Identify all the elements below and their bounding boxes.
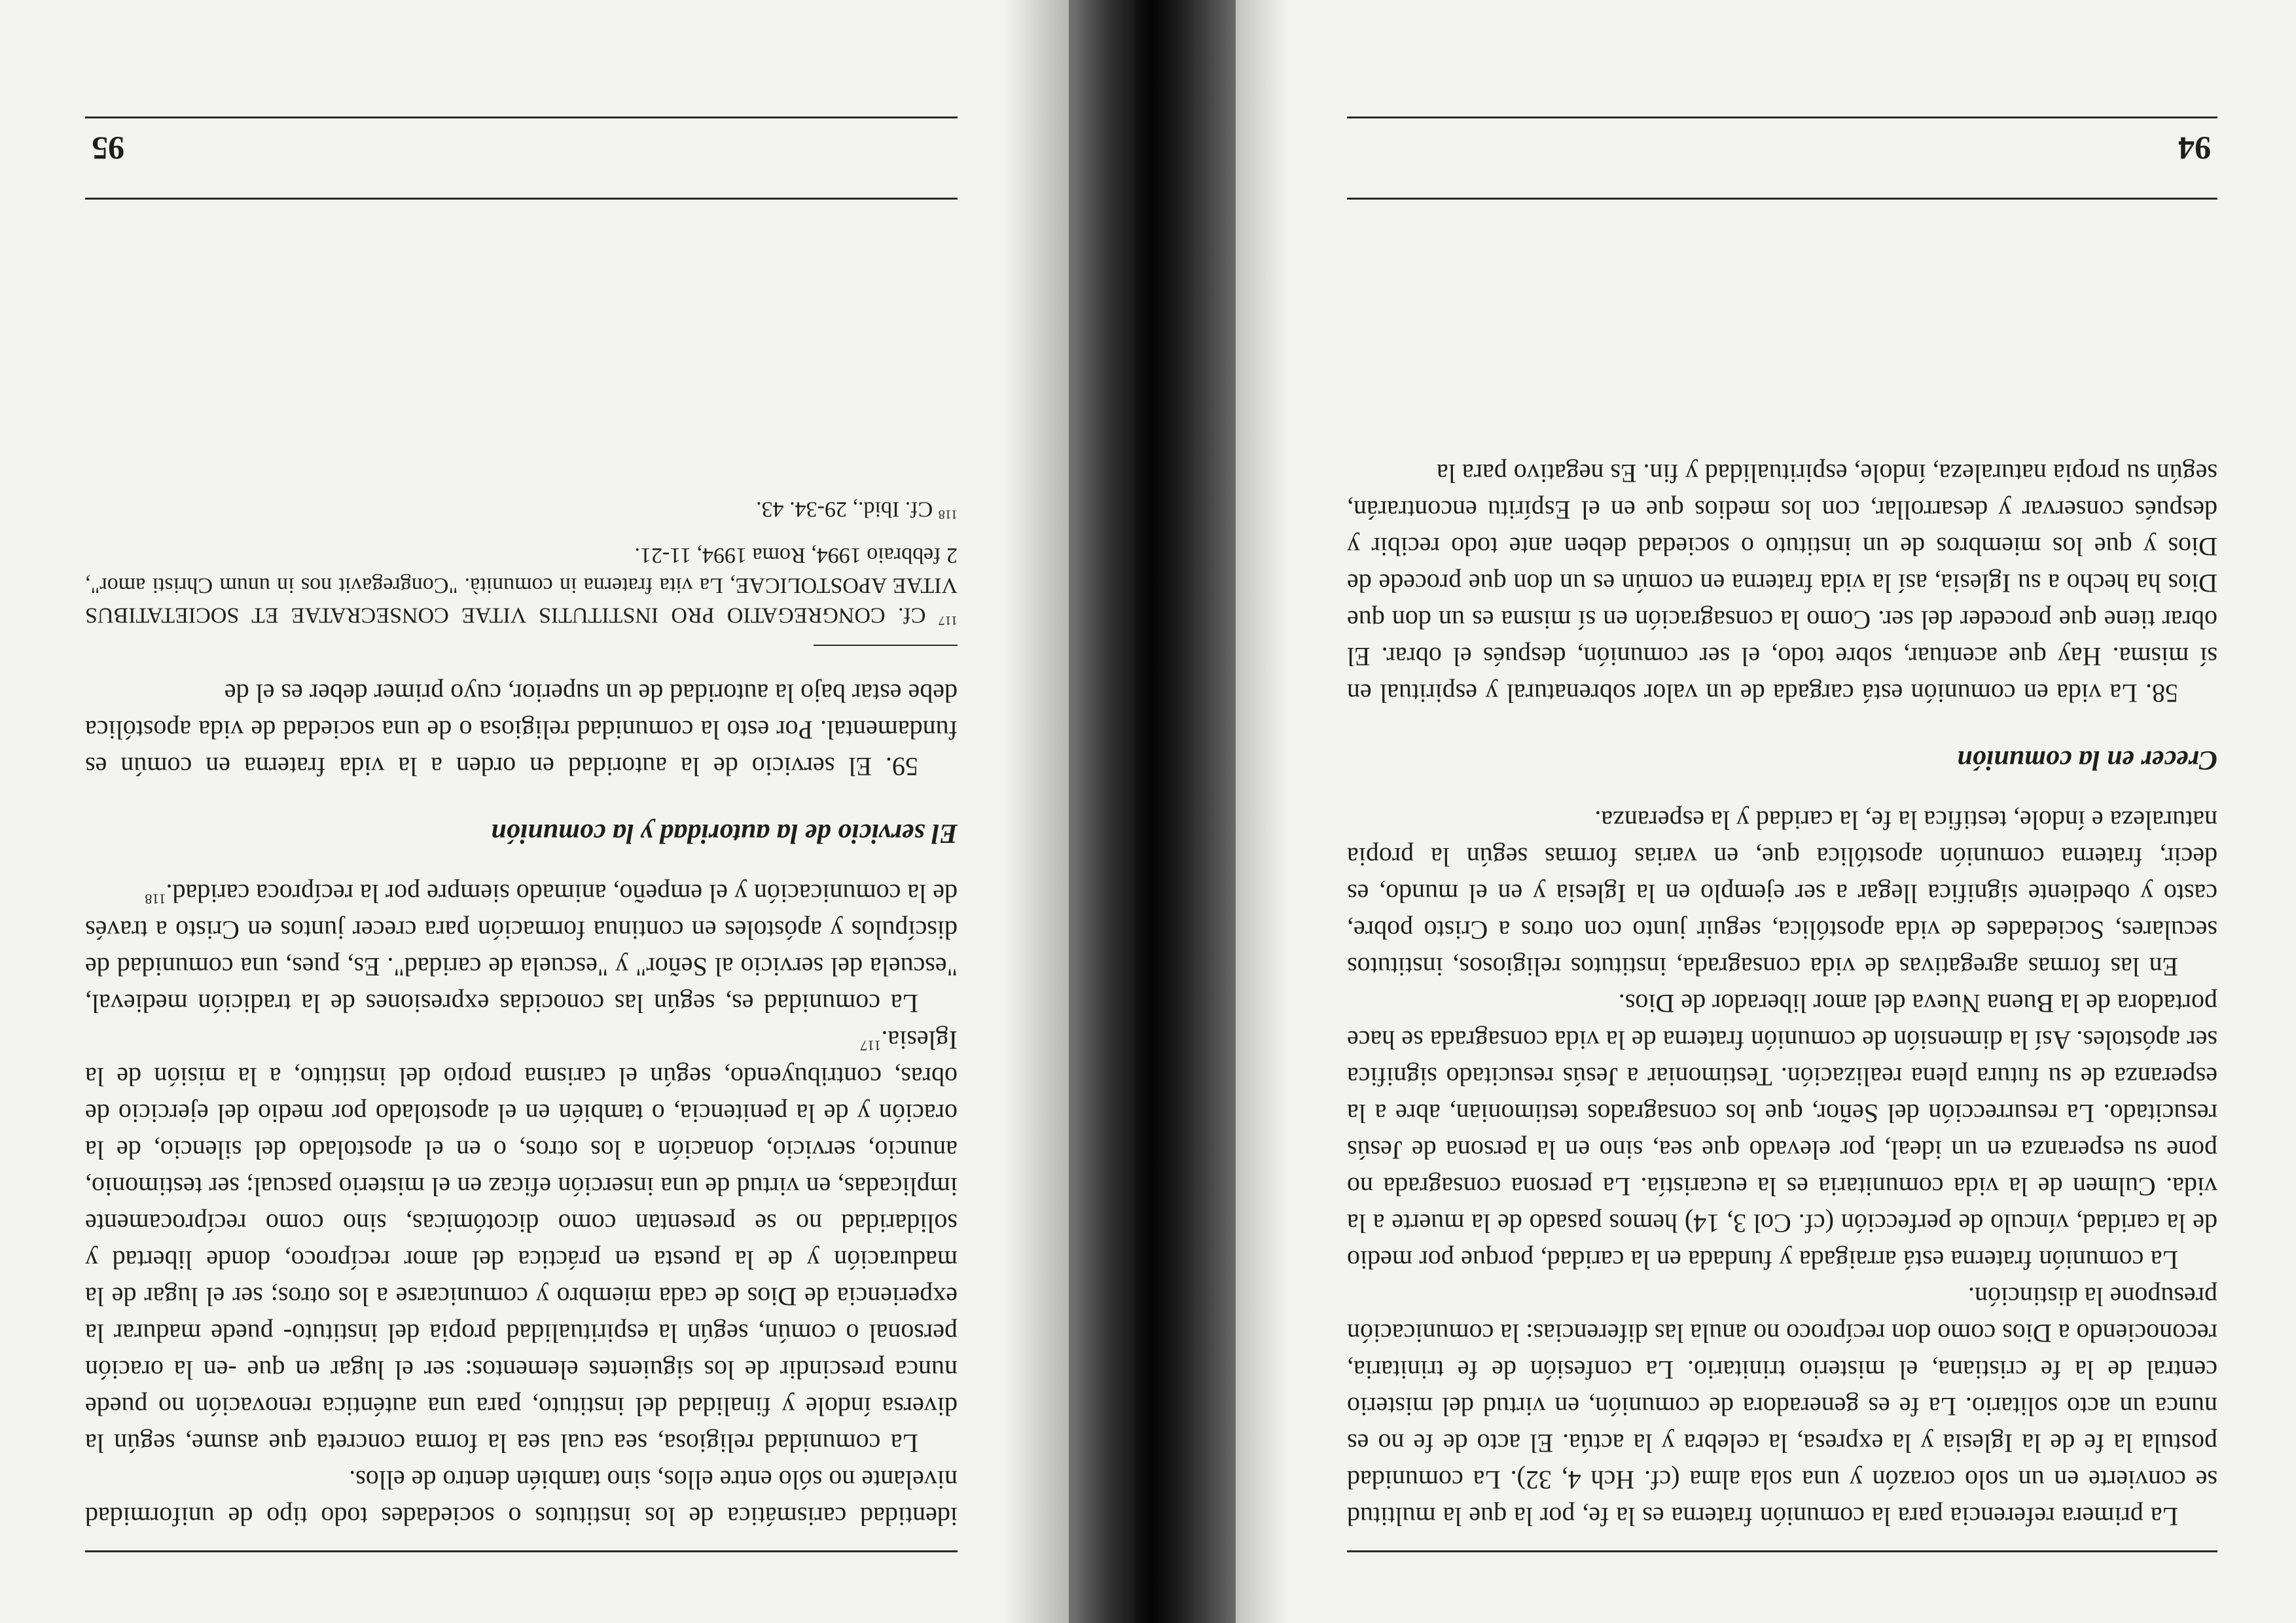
top-rule [85,1550,958,1552]
footnote-separator [814,645,958,646]
section-heading: El servicio de la autoridad y la comunión [491,818,958,848]
page-number: 95 [92,130,124,167]
left-page [1236,0,2296,1623]
paragraph: La primera referencia para la comunión fraterna es la fe, por la que la multitud se convierte en un solo corazón y una sola alma (cf. Hch 4, 32). La comunidad postula la fe de la Iglesia y la expresa, la celebra y la actúa. El acto de fe no es nunca un acto solitario. La fe es generadora de comunión, en virtud del misterio central de la fe cristiana, el misterio trinitario. La confesión de fe trinitaria, reconociendo a Dios como don recíproco no anula las diferencias: la comunicación presupone la distinción. [1347,1282,2217,1531]
page-text [1347,455,2217,1535]
footnote [85,540,958,635]
footnote-mark: 117 [938,613,958,628]
paragraph [85,1022,958,1461]
footnote-ref: 117 [860,1037,882,1054]
paragraph-text: La comunidad religiosa, sea cual sea la forma concreta que asume, según la diversa índole y finalidad del instituto, para una auténtica renovación no puede nunca prescindir de los siguientes elementos: ser el lugar en que -en la oración personal o común, según la espiritualidad propia del instituto- puede madurar la experiencia de Dios de cada miembro y comunicarse a los otros; ser el lugar de la maduración y de la puesta en práctica del amor recíproco, donde libertad y solidaridad no se presentan como dicotómicas, sino como recíprocamente implicadas, en virtud de una inserción eficaz en el misterio pascual; ser testimonio, anuncio, servicio, donación a los otros, o en el apostolado del silencio, de la oración y de la penitencia, o también en el apostolado por medio del ejercicio de obras, contribuyendo, según el carisma propio del instituto, a la misión de la Iglesia. [85,1026,958,1458]
footnote-text: Cf. Ibid., 29-34. 43. [756,497,933,522]
paragraph: identidad carismática de los institutos o sociedades todo tipo de uniformidad nivelante no sólo entre ellos, sino también dentro de ellos. [85,1465,958,1531]
top-rule [1347,1550,2217,1552]
paragraph-text: La comunidad es, según las conocidas expresiones de la tradición medieval, "escuela del servicio al Señor" y "escuela de caridad". Es, pues, una comunidad de discípulos y apóstoles en continua formación para crecer juntos en Cristo a través de la comunicación y el empeño, animado siempre por la recíproca caridad. [85,879,958,1018]
paragraph: En las formas agregativas de vida consagrada, institutos religiosos, institutos seculares, Sociedades de vida apostólica, seguir junto con otros a Cristo pobre, casto y obediente significa llegar a ser ejemplo en la Iglesia y en el mundo, es decir, fraterna comunión apostólica que, en varias formas según la propia naturaleza e índole, testifica la fe, la caridad y la esperanza. [1347,806,2217,982]
section-heading: Crecer en la comunión [1957,745,2217,775]
paragraph: 58. La vida en comunión está cargada de un valor sobrenatural y espiritual en sí misma. Hay que acentuar, sobre todo, el ser comunión, después el obrar. El obrar tiene que proceder del ser. Como la consagración en sí misma es un don que Dios ha hecho a su Iglesia, así la vida fraterna en común es un don que procede de Dios y que los miembros de un instituto o sociedad deben ante todo recibir y después conservar y desarrollar, con los medios que en el Espíritu encontrarán, según su propia naturaleza, índole, espiritualidad y fin. Es negativo para la [1347,459,2217,708]
footnote-ref: 118 [145,891,166,908]
footnote [85,493,958,529]
paragraph [85,875,958,1022]
paragraph: La comunión fraterna está arraigada y fundada en la caridad, porque por medio de la caridad, vínculo de perfección (cf. Col 3, 14) hemos pasado de la muerte a la vida. Culmen de la vida comunitaria es la eucaristía. La persona consagrada no pone su esperanza en un ideal, por elevado que sea, sino en la persona de Jesús resucitado. La resurrección del Señor, que los consagrados testimonian, abre a la esperanza de su futura plena realización. Testimoniar a Jesús resucitado significa ser apóstoles. Así la dimensión de comunión fraterna de la vida consagrada se hace portadora de la Buena Nueva del amor liberador de Dios. [1347,989,2217,1275]
footnotes [85,493,958,646]
page-number: 94 [2178,130,2211,167]
page-text [85,493,958,1535]
footnote-mark: 118 [938,507,958,522]
bottom-rule [1347,116,2217,118]
bottom-rule [1347,198,2217,200]
bottom-rule [85,116,958,118]
paragraph: 59. El servicio de la autoridad en orden a la vida fraterna en común es fundamental. Por esto la comunidad religiosa o de una sociedad de vida apostólica debe estar bajo la autoridad de un superior, cuyo primer deber es el de [85,679,958,781]
bottom-rule [85,198,958,200]
right-page [0,0,1069,1623]
footnote-text: Cf. CONGREGATIO PRO INSTITUTIS VITAE CONSECRATAE ET SOCIETATIBUS VITAE APOSTOLICAE, La vita fraterna in comunità. "Congregavit nos in unum Christi amor", 2 febbraio 1994, Roma 1994, 11-21. [85,543,958,628]
